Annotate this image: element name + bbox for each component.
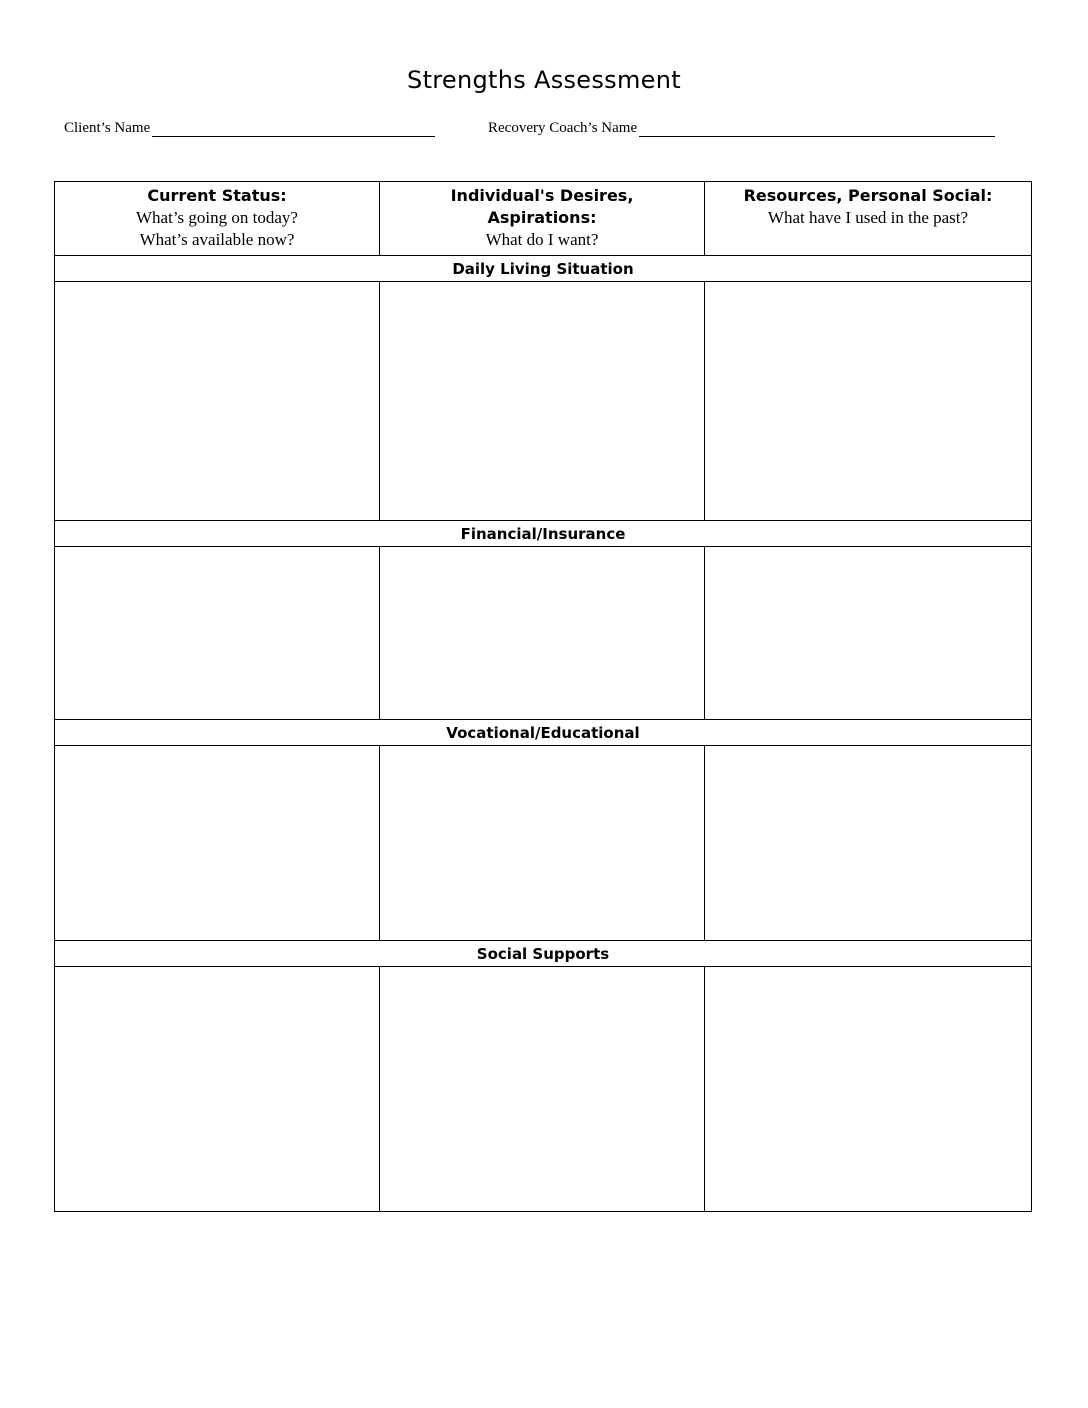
column-title: Current Status:	[147, 186, 287, 205]
entry-cell-desires[interactable]	[380, 547, 705, 720]
coach-name-label: Recovery Coach’s Name	[488, 120, 638, 136]
column-header-desires	[380, 182, 705, 256]
section-header-row	[55, 941, 1032, 967]
section-daily-living: Daily Living Situation	[55, 256, 1032, 282]
column-title: Resources, Personal Social:	[743, 186, 993, 205]
column-header-current-status	[55, 182, 380, 256]
assessment-table	[54, 181, 1032, 1212]
section-vocational: Vocational/Educational	[55, 720, 1032, 746]
entry-cell-desires[interactable]	[380, 282, 705, 521]
section-header-row	[55, 720, 1032, 746]
column-subtitle: What’s available now?	[139, 230, 295, 249]
column-title: Individual's Desires, Aspirations:	[450, 186, 634, 227]
entry-cell-current-status[interactable]	[55, 967, 380, 1212]
section-entry-row	[55, 547, 1032, 720]
entry-cell-current-status[interactable]	[55, 282, 380, 521]
column-header-resources	[705, 182, 1032, 256]
client-name-field	[64, 120, 435, 137]
entry-cell-current-status[interactable]	[55, 547, 380, 720]
section-header-row	[55, 521, 1032, 547]
client-name-line[interactable]	[152, 120, 435, 137]
section-entry-row	[55, 282, 1032, 521]
section-header-row	[55, 256, 1032, 282]
column-subtitle: What have I used in the past?	[767, 208, 969, 227]
entry-cell-resources[interactable]	[705, 547, 1032, 720]
entry-cell-resources[interactable]	[705, 282, 1032, 521]
entry-cell-current-status[interactable]	[55, 746, 380, 941]
header-row	[55, 182, 1032, 256]
entry-cell-resources[interactable]	[705, 746, 1032, 941]
section-social-supports: Social Supports	[55, 941, 1032, 967]
coach-name-line[interactable]	[639, 120, 995, 137]
entry-cell-desires[interactable]	[380, 746, 705, 941]
entry-cell-desires[interactable]	[380, 967, 705, 1212]
coach-name-field	[488, 120, 995, 137]
column-subtitle: What’s going on today?	[136, 208, 298, 227]
client-name-label: Client’s Name	[64, 120, 151, 136]
entry-cell-resources[interactable]	[705, 967, 1032, 1212]
section-entry-row	[55, 967, 1032, 1212]
section-entry-row	[55, 746, 1032, 941]
section-financial: Financial/Insurance	[55, 521, 1032, 547]
page-title: Strengths Assessment	[407, 66, 681, 94]
column-subtitle: What do I want?	[485, 230, 599, 249]
